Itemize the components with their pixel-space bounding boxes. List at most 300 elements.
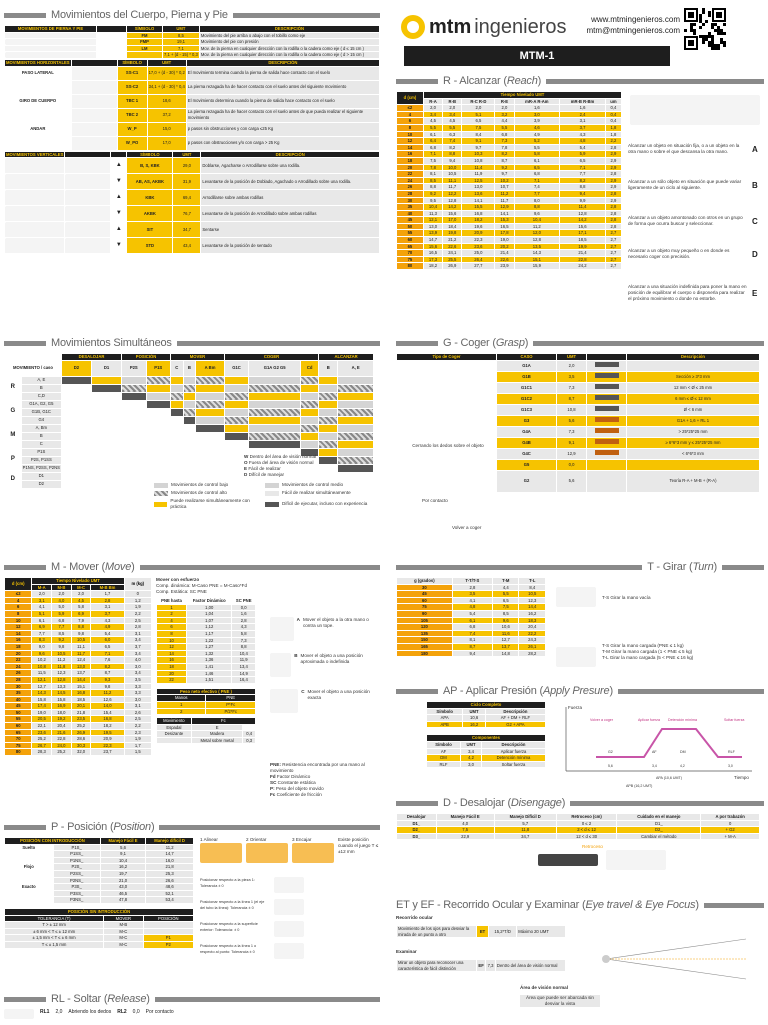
d-cell: 28 xyxy=(5,676,32,683)
d-cell: 75 xyxy=(397,604,453,611)
coger-title xyxy=(443,337,528,349)
eye-line xyxy=(606,959,746,979)
value-cell: 12,6 xyxy=(91,696,124,703)
matrix-cell xyxy=(171,440,184,448)
d-cell: 50 xyxy=(397,223,424,230)
eye-icon xyxy=(602,955,610,963)
umt-cell: 7,3 xyxy=(557,382,587,393)
matrix-cell xyxy=(122,464,146,472)
table-row xyxy=(157,737,256,744)
table-row xyxy=(5,384,374,392)
desc-cell: p pasos con obstrucciones y/o con carga > 25 Kg xyxy=(186,136,379,150)
value-cell: 1,9 xyxy=(124,604,151,611)
girar-note-1: T-S Girar la mano cargada (PNE ≤ 1 kg) xyxy=(602,643,684,648)
symbol-cell: W_PO xyxy=(117,136,147,150)
table-header xyxy=(71,59,117,66)
value-cell: 1,7 xyxy=(124,742,151,749)
symbol-cell: G3 xyxy=(497,415,557,426)
table-row xyxy=(5,851,194,858)
value-cell: 25,0 xyxy=(462,250,495,257)
umt-cell: 15,0 xyxy=(147,122,186,136)
value-cell: 11,7 xyxy=(495,197,514,204)
umt-cell: 29,0 xyxy=(173,158,201,174)
value-cell: 8,8 xyxy=(443,151,462,158)
value-cell: 3,4 xyxy=(124,650,151,657)
et-max: Máximo 20 UMT xyxy=(517,926,566,938)
matrix-cell xyxy=(91,400,121,408)
matrix-cell xyxy=(249,400,301,408)
value-cell: 3,0 xyxy=(461,761,482,768)
coger-label-cerrando: Cerrando los dedos sobre el objeto xyxy=(412,443,484,448)
value-cell: 11,1 xyxy=(71,643,91,650)
umt-cell: 69,4 xyxy=(173,190,201,206)
symbol-cell: G1C3 xyxy=(497,404,557,415)
legend-swatch xyxy=(265,502,279,507)
legend-text: Fuera del área de visión normal xyxy=(248,460,314,465)
matrix-cell xyxy=(319,424,338,432)
value-cell: 8,7 xyxy=(495,157,514,164)
body-icon xyxy=(71,122,117,136)
d-cell: 150 xyxy=(397,637,453,644)
value-cell: 7,1 xyxy=(560,164,606,171)
value-cell: 7,3 xyxy=(232,637,256,644)
table-row xyxy=(397,630,546,637)
case-letter: A xyxy=(752,144,758,154)
matrix-cell xyxy=(338,424,374,432)
note-item xyxy=(200,899,380,915)
value-cell: 9,3 xyxy=(91,676,124,683)
qr-module xyxy=(699,26,702,29)
table-row xyxy=(5,440,374,448)
legend-item xyxy=(154,498,263,510)
value-cell: 5,4 xyxy=(452,610,492,617)
matrix-cell xyxy=(122,376,146,384)
value-cell: 2,8 xyxy=(605,171,621,178)
header-bar xyxy=(618,689,764,694)
qr-module xyxy=(705,20,708,23)
table-header: Manejo Fácil E xyxy=(436,814,494,821)
d-cell: 4 xyxy=(397,111,424,118)
object-shape xyxy=(595,384,619,389)
row-label: P1S xyxy=(21,448,61,456)
value-cell: 19,6 xyxy=(462,223,495,230)
desc-cell: Mov. de la pierna en cualquier dirección con la rodilla o la cadera como eje ( d ≤ 15 cm ) xyxy=(199,45,379,52)
value-cell: 25,2 xyxy=(32,736,52,743)
section-posicion xyxy=(4,820,380,987)
matrix-cell xyxy=(61,400,91,408)
table-row xyxy=(427,755,546,762)
matrix-cell xyxy=(196,408,225,416)
table-row xyxy=(5,729,152,736)
umt-cell: 10,8 xyxy=(557,404,587,415)
value-cell: 2,7 xyxy=(605,230,621,237)
label-cell xyxy=(5,857,54,864)
grasp-object-icon xyxy=(587,404,627,415)
mover-head-tiempo: Tiempo Nivelado UMT xyxy=(32,578,124,585)
matrix-cell xyxy=(196,392,225,400)
peso-table xyxy=(156,688,256,715)
d-cell: 60 xyxy=(397,597,453,604)
value-cell: 22,9 xyxy=(436,833,494,840)
cuerpo-title: Movimientos del Cuerpo, Pierna y Pie xyxy=(51,9,228,21)
matrix-cell xyxy=(122,472,146,480)
body-icon xyxy=(71,66,117,80)
matrix-cell xyxy=(319,392,338,400)
value-cell: 30,3 xyxy=(71,742,91,749)
value-cell: 1,46 xyxy=(187,670,232,677)
table-head xyxy=(397,98,622,105)
legend-item xyxy=(154,482,263,488)
value-cell: 5,4 xyxy=(91,630,124,637)
value-cell: 6,0 xyxy=(91,637,124,644)
value-cell: ± 6 mm < T ≤ ± 12 mm xyxy=(5,928,104,935)
row-group-label: P xyxy=(5,448,22,472)
case-letter: E xyxy=(752,288,758,298)
value-cell: 8,2 xyxy=(560,177,606,184)
legend-text: Resistencia encontrada por una mano al movimiento xyxy=(270,762,365,773)
value-cell: 1,8 xyxy=(605,124,621,131)
note-text: Posicionar respecto a la línea 1 (el eje del tubo la línea): Tolerancia ± 0 xyxy=(200,900,265,910)
matrix-cell xyxy=(61,456,91,464)
value-cell: 10,5 xyxy=(52,650,72,657)
table-row xyxy=(5,610,152,617)
value-cell: 19,0 xyxy=(32,709,52,716)
vert-table xyxy=(4,151,380,255)
graph-value: 3,0 xyxy=(728,764,733,768)
table-row xyxy=(157,644,256,651)
move-illustration xyxy=(270,689,298,713)
qr-module xyxy=(702,41,705,44)
case-letter: B xyxy=(294,653,298,658)
symbol-cell: P1S_ xyxy=(53,844,100,851)
table-row xyxy=(397,393,760,404)
desalojar-title xyxy=(443,797,565,809)
value-cell: 11,2 xyxy=(495,190,514,197)
table-row xyxy=(5,857,194,864)
peso-box xyxy=(156,688,266,745)
value-cell: 34,7 xyxy=(494,833,556,840)
value-cell: 6,4 xyxy=(423,138,442,145)
section-cuerpo xyxy=(4,8,380,254)
body-icon xyxy=(5,174,65,190)
value-cell: 9,5 xyxy=(423,197,442,204)
value-cell: 3,4 xyxy=(443,111,462,118)
case-item xyxy=(270,653,380,677)
soltar-rl1: RL1 xyxy=(40,1009,50,1015)
header-bar xyxy=(396,565,642,570)
value-cell: 1,5 xyxy=(124,749,151,756)
value-cell: 14,0 xyxy=(91,703,124,710)
table-cell xyxy=(97,32,127,39)
table-row xyxy=(5,683,152,690)
value-cell: 15,1 xyxy=(514,256,560,263)
value-cell: 2,3 xyxy=(124,729,151,736)
section-mover xyxy=(4,560,380,827)
grasp-object-icon xyxy=(587,360,627,371)
value-cell: 18 xyxy=(157,663,187,670)
value-cell: 19,8 xyxy=(443,230,462,237)
table-header: A por trabazón xyxy=(701,814,760,821)
value-cell: 26,6 xyxy=(146,877,194,884)
d-cell: 12 xyxy=(5,624,32,631)
header-bar xyxy=(704,903,764,908)
table-row xyxy=(157,701,256,708)
value-cell: 9,8 xyxy=(91,683,124,690)
matrix-cell xyxy=(183,376,196,384)
value-cell: 2,7 xyxy=(605,237,621,244)
ef-note: Dentro del área de visión normal xyxy=(495,960,565,972)
value-cell: 10,4 xyxy=(423,204,442,211)
umt-cell: 76,7 xyxy=(173,206,201,222)
soltar-rl2-umt: 0,0 xyxy=(132,1009,140,1015)
value-cell: 10,5 xyxy=(443,171,462,178)
table-row xyxy=(397,237,622,244)
mover-esfuerzo xyxy=(156,577,266,744)
value-cell: 8,8 xyxy=(71,624,91,631)
symbol-cell: STD xyxy=(127,238,173,254)
force-curve xyxy=(596,729,742,757)
table-row xyxy=(397,151,622,158)
value-cell: 2,7 xyxy=(605,256,621,263)
value-cell: 5,9 xyxy=(560,151,606,158)
table-row xyxy=(397,650,546,657)
matrix-cell xyxy=(146,392,171,400)
matrix-cell xyxy=(122,392,146,400)
row-label: A, E xyxy=(21,376,61,384)
value-cell: 2,9 xyxy=(605,164,621,171)
value-cell: P2 xyxy=(143,941,193,948)
value-cell: 26,7 xyxy=(32,742,52,749)
table-row xyxy=(5,749,152,756)
table-head xyxy=(427,708,546,715)
value-cell: 8,0 xyxy=(514,197,560,204)
matrix-cell xyxy=(183,440,196,448)
value-cell: 2,7 xyxy=(605,243,621,250)
move-illustration xyxy=(270,617,294,641)
value-cell: 14,3 xyxy=(32,690,52,697)
value-cell: 1,6 xyxy=(560,105,606,112)
grasp-illustration xyxy=(397,404,497,415)
symbol-cell: G4A xyxy=(497,426,557,437)
table-header: B xyxy=(183,360,196,376)
value-cell: 2 xyxy=(157,611,187,618)
soltar-rl2: RL2 xyxy=(117,1009,127,1015)
value-cell: 8,8 xyxy=(423,184,442,191)
d-cell: ≤2 xyxy=(5,591,32,598)
d-cell: 6 xyxy=(5,604,32,611)
posicion-steps xyxy=(200,837,380,863)
value-cell: 9,8 xyxy=(71,630,91,637)
matrix-cell xyxy=(61,384,91,392)
matrix-cell xyxy=(183,432,196,440)
email-link[interactable]: mtm@mtmingenieros.com xyxy=(586,26,680,35)
symbol-cell: G1A xyxy=(497,360,557,371)
value-cell: 1,6 xyxy=(232,611,256,618)
matrix-cell xyxy=(301,424,319,432)
table-header: Tipo de Coger xyxy=(397,354,497,361)
table-header: DESCRIPCIÓN xyxy=(199,26,379,33)
value-cell: 0,4 xyxy=(243,731,256,738)
value-cell: D3_ xyxy=(397,833,437,840)
table-header: P1S xyxy=(146,360,171,376)
value-cell: 3,0 xyxy=(124,696,151,703)
table-row xyxy=(427,748,546,755)
note-item xyxy=(200,877,380,893)
value-cell: 6,9 xyxy=(71,610,91,617)
value-cell: 8,1 xyxy=(452,637,492,644)
umt-cell: 9,1 xyxy=(557,437,587,448)
matrix-cell xyxy=(301,400,319,408)
table-row xyxy=(397,197,622,204)
value-cell: 14,4 xyxy=(71,676,91,683)
table-header: M-B xyxy=(52,584,72,591)
matrix-cell xyxy=(224,416,248,424)
table-header: CASO xyxy=(497,354,557,361)
table-row xyxy=(5,864,194,871)
value-cell: 1,41 xyxy=(187,663,232,670)
table-row xyxy=(397,604,546,611)
table-row xyxy=(157,670,256,677)
value-cell xyxy=(143,922,193,929)
header-bar xyxy=(396,689,438,694)
value-cell: 19,7 xyxy=(100,870,145,877)
value-cell: 7,4 xyxy=(452,630,492,637)
table-header: DESCRIPCIÓN xyxy=(186,59,379,66)
presion-ciclo-table xyxy=(426,701,546,728)
desc-cell: Sección ≥ 3*3 mm xyxy=(627,371,760,382)
value-cell: 21,0 xyxy=(100,877,145,884)
value-cell: 12,9 xyxy=(495,204,514,211)
value-cell: 9,9 xyxy=(560,197,606,204)
value-cell: 23,5 xyxy=(71,716,91,723)
presion-title-en: Apply Presure xyxy=(542,685,610,697)
table-row xyxy=(5,670,152,677)
table-row xyxy=(5,39,380,46)
value-cell: 18,2 xyxy=(91,723,124,730)
graph-mark: RLF xyxy=(728,750,735,754)
position-note-illustration xyxy=(274,943,304,959)
presion-componentes-table xyxy=(426,734,546,768)
section-simultaneos xyxy=(4,336,380,509)
value-cell: 2 < d ≤ 12 xyxy=(556,827,617,834)
step-label: 1 Alinear xyxy=(200,837,218,842)
value-cell: 11,8 xyxy=(52,663,72,670)
value-cell: 14,5 xyxy=(52,690,72,697)
graph-label: Volver a coger xyxy=(590,718,613,722)
umt-cell: 0,0 xyxy=(557,459,587,470)
table-row xyxy=(397,210,622,217)
value-cell: 3,1 xyxy=(91,604,124,611)
body-icon xyxy=(65,158,111,174)
value-cell: 12,3 xyxy=(52,670,72,677)
label-cell xyxy=(5,890,54,897)
value-cell: 10,5 xyxy=(71,637,91,644)
table-row xyxy=(5,690,152,697)
table-head xyxy=(5,838,194,845)
qr-module xyxy=(723,23,726,26)
table-row xyxy=(397,138,622,145)
section-coger xyxy=(396,336,764,543)
umt-cell: 34,7 xyxy=(173,222,201,238)
presion-graph xyxy=(556,701,762,791)
table-row xyxy=(157,724,256,731)
legend-key: O xyxy=(244,460,249,465)
value-cell: 2,0 xyxy=(71,591,91,598)
matrix-cell xyxy=(224,424,248,432)
value-cell: 4,9 xyxy=(91,624,124,631)
value-cell: 4,8 xyxy=(452,604,492,611)
value-cell: 6,1 xyxy=(32,617,52,624)
value-cell: 11,2 xyxy=(52,657,72,664)
value-cell: 2,0 xyxy=(443,105,462,112)
table-header: Desalojar xyxy=(397,814,437,821)
desc-cell: Teoría R-A + M-B + (R-A) xyxy=(627,470,760,492)
desc-cell: Levantarse de la posición de sentado xyxy=(201,238,380,254)
value-cell: 12,2 xyxy=(443,190,462,197)
value-cell: 7,8 xyxy=(495,144,514,151)
soltar-row xyxy=(4,1009,380,1019)
value-cell: 7,4 xyxy=(514,184,560,191)
graph-label: Soltar fuerza xyxy=(724,718,745,722)
value-cell: 2,2 xyxy=(605,138,621,145)
value-cell: 7,5 xyxy=(493,604,519,611)
section-ocular xyxy=(396,898,764,1025)
value-cell: RLF xyxy=(427,761,461,768)
value-cell: 8,3 xyxy=(32,637,52,644)
foot-icon xyxy=(5,32,97,39)
grasp-object-icon xyxy=(587,426,627,437)
value-cell: 28,3 xyxy=(32,749,52,756)
table-row xyxy=(397,404,760,415)
value-cell: 11,5 xyxy=(32,670,52,677)
soltar-title-en: Release xyxy=(107,993,147,1005)
row-label: G1A, G2, G5 xyxy=(21,400,61,408)
value-cell: 4,5 xyxy=(423,118,442,125)
value-cell: 17,4 xyxy=(32,703,52,710)
matrix-cell xyxy=(196,400,225,408)
header-bar xyxy=(570,801,764,806)
qr-code-icon[interactable] xyxy=(684,8,726,50)
url-link[interactable]: www.mtmingenieros.com xyxy=(591,15,680,24)
value-cell: 13,7 xyxy=(71,670,91,677)
matrix-cell xyxy=(319,400,338,408)
table-row xyxy=(5,696,152,703)
d-cell: 65 xyxy=(397,243,424,250)
value-cell: 14,1 xyxy=(462,197,495,204)
value-cell: 16,2 xyxy=(463,721,485,728)
grasp-object-icon xyxy=(587,415,627,426)
matrix-cell xyxy=(122,440,146,448)
grasp-illustration xyxy=(397,459,497,470)
matrix-cell xyxy=(338,384,374,392)
value-cell: 10 xyxy=(157,637,187,644)
matrix-cell xyxy=(196,384,225,392)
table-row xyxy=(397,223,622,230)
legend-text: Factor Dinámico xyxy=(276,774,311,779)
value-cell: 3,7 xyxy=(91,610,124,617)
value-cell: 13,5 xyxy=(514,243,560,250)
soltar-header xyxy=(4,992,380,1006)
value-cell: 5,7 xyxy=(494,820,556,827)
value-cell: Aplicar fuerza xyxy=(482,748,546,755)
matrix-cell xyxy=(301,384,319,392)
legend-key: D xyxy=(244,472,249,477)
alcanzar-table xyxy=(396,91,622,270)
value-cell: 3,5 xyxy=(124,676,151,683)
case-letter: B xyxy=(752,180,758,190)
eye-line xyxy=(606,939,746,959)
value-cell: 15,6 xyxy=(423,243,442,250)
